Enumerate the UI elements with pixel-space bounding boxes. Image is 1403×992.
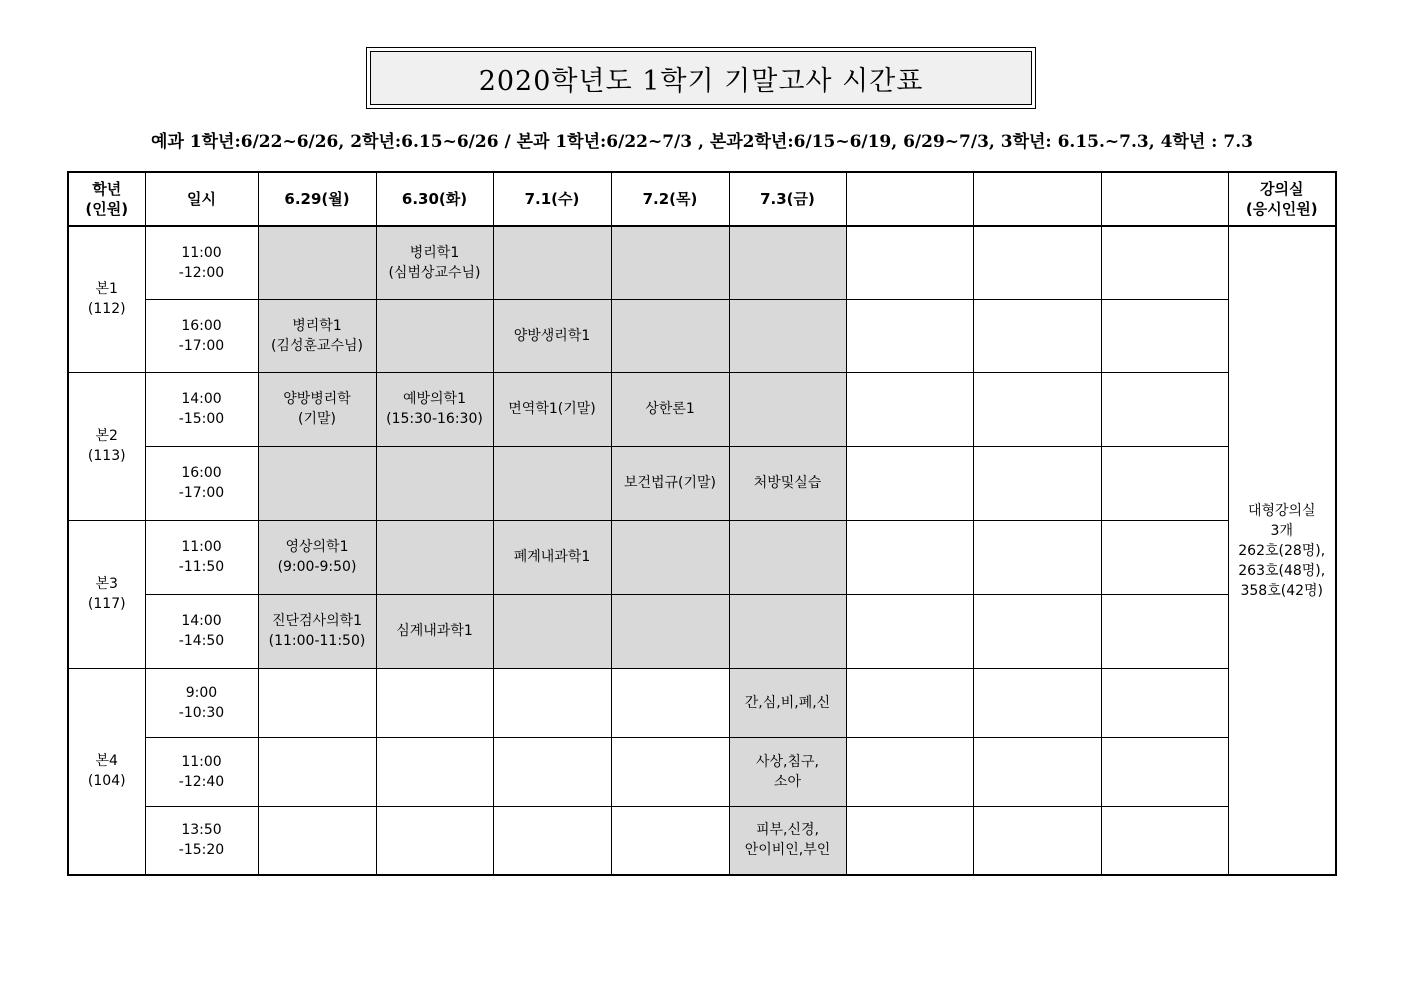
exam-cell <box>611 372 729 446</box>
header-room-count-label: (응시인원) <box>1245 200 1318 218</box>
exam-cell <box>729 806 846 875</box>
time-cell <box>145 226 258 299</box>
exam-cell <box>258 520 376 594</box>
exam-cell <box>376 372 493 446</box>
exam-cell <box>493 299 611 372</box>
time-start: 9:00 <box>185 684 218 701</box>
exam-subject: 보건법규(기말) <box>623 475 717 491</box>
exam-subject: 처방및실습 <box>753 475 822 491</box>
time-end: -15:00 <box>178 411 225 427</box>
header-grade-count-label: (인원) <box>85 200 129 218</box>
exam-cell <box>611 446 729 520</box>
empty-cell <box>973 299 1101 372</box>
empty-cell <box>1101 372 1228 446</box>
time-start: 11:00 <box>181 539 222 555</box>
exam-note: (15:30-16:30) <box>386 411 483 427</box>
time-cell <box>145 299 258 372</box>
empty-cell <box>1101 737 1228 806</box>
room-line: 대형강의실 <box>1247 502 1316 519</box>
exam-cell <box>258 226 376 299</box>
exam-cell <box>258 299 376 372</box>
exam-subject: 영상의학1 <box>285 539 349 555</box>
exam-cell <box>611 668 729 737</box>
exam-cell <box>729 520 846 594</box>
exam-cell <box>611 737 729 806</box>
exam-subject: 진단검사의학1 <box>271 613 363 629</box>
empty-cell <box>846 446 973 520</box>
empty-cell <box>846 372 973 446</box>
grade-name: 본1 <box>95 281 118 298</box>
exam-cell <box>258 737 376 806</box>
exam-cell <box>493 594 611 668</box>
time-end: -12:40 <box>178 773 225 790</box>
exam-cell <box>611 226 729 299</box>
title-box <box>366 47 1036 109</box>
empty-cell <box>846 594 973 668</box>
time-cell <box>145 668 258 737</box>
exam-cell <box>258 668 376 737</box>
exam-cell <box>493 446 611 520</box>
exam-note: (김성훈교수님) <box>270 337 364 354</box>
empty-cell <box>1101 299 1228 372</box>
time-cell <box>145 737 258 806</box>
schedule-row <box>68 520 1336 594</box>
grade-cell <box>68 372 145 520</box>
exam-subject: 폐계내과학1 <box>513 549 591 565</box>
grade-name: 본4 <box>95 753 118 770</box>
exam-cell <box>729 446 846 520</box>
schedule-row <box>68 299 1336 372</box>
empty-cell <box>973 446 1101 520</box>
exam-subject: 병리학1 <box>292 317 342 334</box>
schedule-row <box>68 594 1336 668</box>
empty-cell <box>846 520 973 594</box>
time-end: -11:50 <box>178 559 225 575</box>
empty-cell <box>973 737 1101 806</box>
time-start: 14:00 <box>181 613 222 629</box>
time-end: -17:00 <box>178 485 225 501</box>
grade-cell <box>68 520 145 668</box>
exam-cell <box>729 668 846 737</box>
schedule-row <box>68 446 1336 520</box>
exam-note: (11:00-11:50) <box>268 633 366 649</box>
exam-subject: 간,심,비,폐,신 <box>744 694 831 711</box>
schedule-row <box>68 806 1336 875</box>
grade-count: (104) <box>87 773 126 790</box>
time-start: 14:00 <box>181 391 222 407</box>
room-line: 358호(42명) <box>1240 582 1323 599</box>
empty-cell <box>973 668 1101 737</box>
exam-schedule-table <box>67 171 1337 876</box>
exam-note: (기말) <box>298 411 336 427</box>
time-cell <box>145 446 258 520</box>
header-row <box>68 172 1336 226</box>
time-cell <box>145 594 258 668</box>
empty-cell <box>973 372 1101 446</box>
header-room-label: 강의실 <box>1260 180 1304 198</box>
page-title: 2020학년도 1학기 기말고사 시간표 <box>370 51 1032 105</box>
exam-subject: 면역학1(기말) <box>508 401 596 417</box>
grade-cell <box>68 226 145 372</box>
header-day-empty <box>973 172 1101 226</box>
exam-cell <box>729 737 846 806</box>
header-room <box>1228 172 1336 226</box>
header-day-empty <box>846 172 973 226</box>
time-start: 11:00 <box>181 244 222 261</box>
exam-cell <box>493 737 611 806</box>
time-end: -17:00 <box>178 337 225 354</box>
exam-cell <box>258 806 376 875</box>
grade-name: 본2 <box>95 428 118 444</box>
header-day-empty <box>1101 172 1228 226</box>
exam-cell <box>611 299 729 372</box>
time-cell <box>145 372 258 446</box>
header-grade <box>68 172 145 226</box>
exam-cell <box>493 520 611 594</box>
header-day: 7.1(수) <box>493 172 611 226</box>
exam-subject: 예방의학1 <box>402 391 466 407</box>
exam-note: (9:00-9:50) <box>277 559 357 575</box>
empty-cell <box>846 668 973 737</box>
exam-cell <box>376 226 493 299</box>
schedule-row <box>68 372 1336 446</box>
exam-subject: 양방병리학 <box>283 391 351 407</box>
exam-note: 안이비인,부인 <box>744 842 831 859</box>
time-start: 16:00 <box>181 317 222 334</box>
room-cell <box>1228 226 1336 875</box>
grade-name: 본3 <box>95 576 118 592</box>
exam-cell <box>376 594 493 668</box>
exam-cell <box>376 668 493 737</box>
exam-note: (심범상교수님) <box>388 264 481 281</box>
header-grade-label: 학년 <box>92 180 122 198</box>
exam-cell <box>493 806 611 875</box>
exam-cell <box>611 520 729 594</box>
time-start: 11:00 <box>181 753 222 770</box>
schedule-row <box>68 668 1336 737</box>
exam-cell <box>258 446 376 520</box>
exam-cell <box>611 806 729 875</box>
exam-cell <box>376 520 493 594</box>
empty-cell <box>1101 446 1228 520</box>
grade-cell <box>68 668 145 875</box>
empty-cell <box>973 226 1101 299</box>
header-day: 6.29(월) <box>258 172 376 226</box>
header-time: 일시 <box>145 172 258 226</box>
empty-cell <box>846 226 973 299</box>
time-end: -10:30 <box>178 704 225 721</box>
schedule-row <box>68 226 1336 299</box>
exam-subject: 상한론1 <box>645 401 695 417</box>
room-line: 262호(28명), <box>1238 542 1326 559</box>
exam-cell <box>729 372 846 446</box>
exam-cell <box>493 668 611 737</box>
exam-subject: 심계내과학1 <box>396 623 473 639</box>
time-start: 16:00 <box>181 465 222 481</box>
header-day: 7.3(금) <box>729 172 846 226</box>
header-day: 6.30(화) <box>376 172 493 226</box>
empty-cell <box>846 737 973 806</box>
schedule-row <box>68 737 1336 806</box>
exam-subject: 병리학1 <box>409 244 460 261</box>
time-start: 13:50 <box>181 822 222 839</box>
grade-count: (112) <box>87 301 126 318</box>
time-end: -12:00 <box>178 264 225 281</box>
empty-cell <box>973 594 1101 668</box>
grade-count: (117) <box>87 596 126 612</box>
exam-period-note: 예과 1학년:6/22~6/26, 2학년:6.15~6/26 / 본과 1학년:6/22~7/3 , 본과2학년:6/15~6/19, 6/29~7/3, 3학년: 6.15.~7.3, 4학년 : 7.3 <box>151 132 1253 152</box>
exam-subject: 사상,침구, <box>756 753 819 770</box>
exam-cell <box>376 737 493 806</box>
exam-cell <box>493 372 611 446</box>
grade-count: (113) <box>87 448 126 464</box>
empty-cell <box>1101 806 1228 875</box>
exam-cell <box>258 372 376 446</box>
exam-subject: 피부,신경, <box>756 822 819 839</box>
exam-cell <box>729 594 846 668</box>
exam-cell <box>729 226 846 299</box>
exam-cell <box>611 594 729 668</box>
header-day: 7.2(목) <box>611 172 729 226</box>
empty-cell <box>973 806 1101 875</box>
exam-cell <box>376 806 493 875</box>
empty-cell <box>846 806 973 875</box>
room-line: 263호(48명), <box>1238 562 1326 579</box>
exam-subject: 양방생리학1 <box>513 327 591 344</box>
room-line: 3개 <box>1270 522 1293 539</box>
empty-cell <box>1101 520 1228 594</box>
time-end: -14:50 <box>178 633 225 649</box>
exam-cell <box>258 594 376 668</box>
exam-cell <box>493 226 611 299</box>
empty-cell <box>1101 594 1228 668</box>
time-end: -15:20 <box>178 842 225 859</box>
exam-cell <box>729 299 846 372</box>
empty-cell <box>1101 668 1228 737</box>
time-cell <box>145 520 258 594</box>
empty-cell <box>846 299 973 372</box>
exam-cell <box>376 299 493 372</box>
empty-cell <box>1101 226 1228 299</box>
time-cell <box>145 806 258 875</box>
exam-cell <box>376 446 493 520</box>
empty-cell <box>973 520 1101 594</box>
exam-note: 소아 <box>773 773 802 790</box>
